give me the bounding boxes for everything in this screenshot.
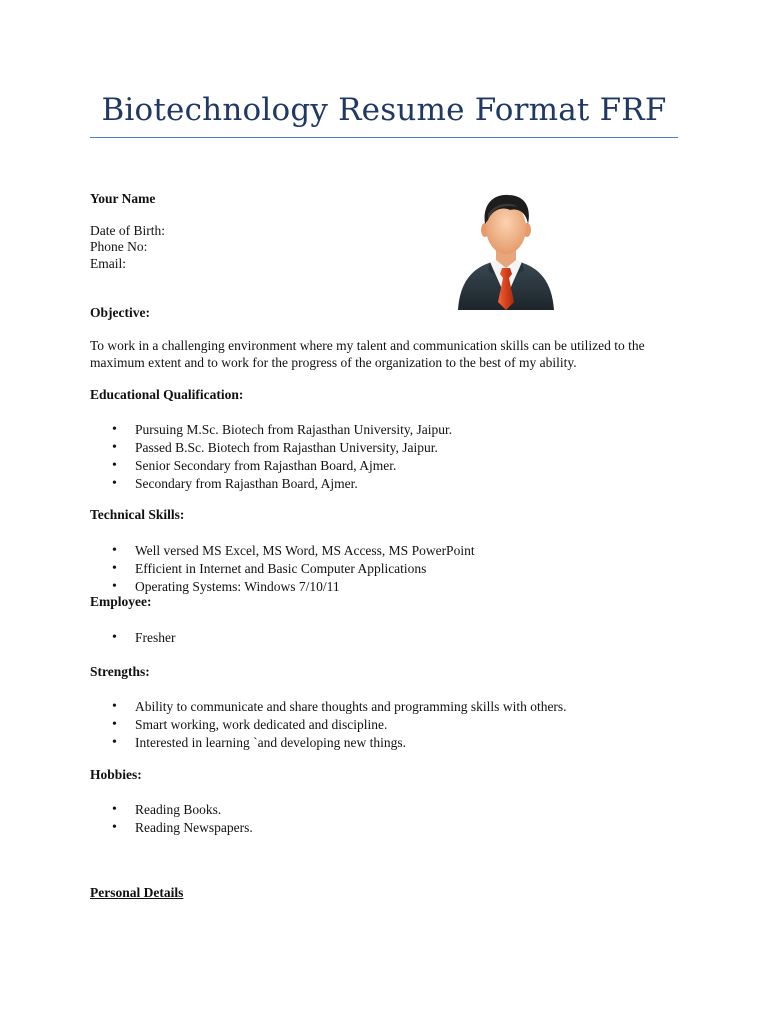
list-item: • Operating Systems: Windows 7/10/11 — [90, 578, 690, 596]
list-item: • Efficient in Internet and Basic Computer Applications — [90, 560, 690, 578]
objective-heading: Objective: — [90, 305, 150, 320]
list-item: • Fresher — [90, 629, 690, 647]
businessman-avatar-icon — [452, 190, 560, 312]
list-item: • Well versed MS Excel, MS Word, MS Access, MS PowerPoint — [90, 542, 690, 560]
objective-line: To work in a challenging environment where my talent and communication skills can be utilized to the — [90, 338, 645, 353]
title-divider — [90, 137, 678, 138]
date-of-birth-label: Date of Birth: — [90, 223, 165, 238]
list-item: • Reading Books. — [90, 801, 690, 819]
your-name-label: Your Name — [90, 191, 156, 206]
list-item: • Secondary from Rajasthan Board, Ajmer. — [90, 475, 690, 493]
education-heading: Educational Qualification: — [90, 387, 244, 402]
strengths-list — [90, 698, 690, 752]
list-item: • Senior Secondary from Rajasthan Board, Ajmer. — [90, 457, 690, 475]
list-item: • Passed B.Sc. Biotech from Rajasthan University, Jaipur. — [90, 439, 690, 457]
list-item: • Smart working, work dedicated and discipline. — [90, 716, 690, 734]
objective-text — [90, 337, 670, 371]
list-item: • Reading Newspapers. — [90, 819, 690, 837]
education-list — [90, 421, 690, 493]
phone-label: Phone No: — [90, 239, 148, 254]
objective-line: maximum extent and to work for the progress of the organization to the best of my ability. — [90, 355, 577, 370]
list-item: • Interested in learning `and developing new things. — [90, 734, 690, 752]
employee-heading: Employee: — [90, 594, 152, 609]
list-item: • Ability to communicate and share thoughts and programming skills with others. — [90, 698, 690, 716]
hobbies-list — [90, 801, 690, 837]
technical-skills-heading: Technical Skills: — [90, 507, 185, 522]
email-label: Email: — [90, 256, 126, 271]
page-title: Biotechnology Resume Format FRF — [101, 92, 667, 128]
hobbies-heading: Hobbies: — [90, 767, 142, 782]
employee-list — [90, 629, 690, 647]
strengths-heading: Strengths: — [90, 664, 150, 679]
technical-skills-list — [90, 542, 690, 596]
list-item: • Pursuing M.Sc. Biotech from Rajasthan University, Jaipur. — [90, 421, 690, 439]
personal-details-heading: Personal Details — [90, 885, 184, 900]
